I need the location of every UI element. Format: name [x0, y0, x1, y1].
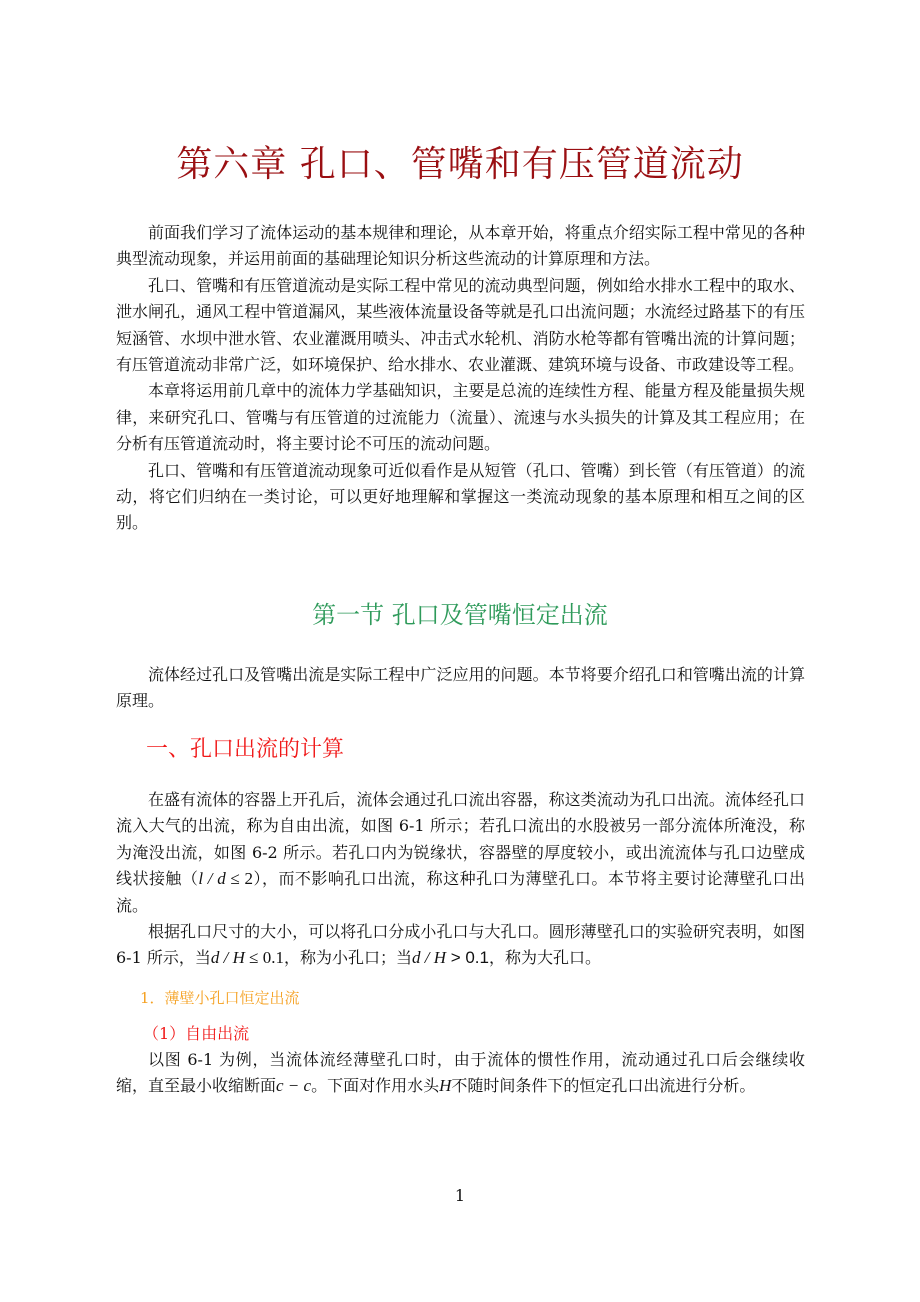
math-d-over-h: d / H	[411, 948, 446, 968]
text: ，称为大孔口。	[488, 948, 601, 968]
math-le-01: ≤ 0.1	[244, 948, 284, 968]
math-c-c: c − c	[276, 1076, 312, 1096]
paragraph: 孔口、管嘴和有压管道流动是实际工程中常见的流动典型问题，例如给水排水工程中的取水、泄水闸孔，通风工程中管道漏风，某些液体流量设备等就是孔口出流问题；水流经过路基下的有压短涵管、水坝中泄水管、农业灌溉用喷头、冲击式水轮机、消防水枪等都有管嘴出流的计算问题；有压管道流动非常广泛，如环境保护、给水排水、农业灌溉、建筑环境与设备、市政建设等工程。	[116, 275, 805, 375]
chapter-title: 第六章 孔口、管嘴和有压管道流动	[176, 144, 744, 185]
paragraph-size	[116, 919, 805, 972]
text: 不随时间条件下的恒定孔口出流进行分析。	[451, 1076, 756, 1096]
intro-text	[116, 220, 805, 537]
paragraph: 本章将运用前几章中的流体力学基础知识，主要是总流的连续性方程、能量方程及能量损失规律，来研究孔口、管嘴与有压管道的过流能力（流量）、流速与水头损失的计算及其工程应用；在分析有压管道流动时，将主要讨论不可压的流动问题。	[116, 381, 805, 454]
item2-title: （1）自由出流	[143, 1024, 250, 1043]
paragraph-orifice	[116, 787, 805, 919]
paragraph: 孔口、管嘴和有压管道流动现象可近似看作是从短管（孔口、管嘴）到长管（有压管道）的流动，将它们归纳在一类讨论，可以更好地理解和掌握这一类流动现象的基本原理和相互之间的区别。	[116, 460, 805, 533]
text: 。下面对作用水头	[311, 1076, 440, 1096]
page-number: 1	[454, 1186, 466, 1205]
math-le-2: ≤ 2	[225, 869, 254, 889]
section-title: 第一节 孔口及管嘴恒定出流	[312, 601, 608, 629]
math-d-over-h: d / H	[210, 948, 245, 968]
text: 在盛有流体的容器上开孔后，流体会通过孔口流出容器，称这类流动为孔口出流。流体经孔口流入大气的出流，称为自由出流，如图 6-1 所示；若孔口流出的水股被另一部分流体所淹没，称为淹没出流，如图 6-2 所示。若孔口内为锐缘状，容器壁的厚度较小，或出流流体与孔口边壁成线状接触（	[116, 790, 805, 889]
text: 根据孔口尺寸的大小，可以将孔口分成小孔口与大孔口。圆形薄壁孔口的实验研究表明，如图 6-1 所示，当	[116, 922, 805, 968]
paragraph: 流体经过孔口及管嘴出流是实际工程中广泛应用的问题。本节将要介绍孔口和管嘴出流的计算原理。	[116, 665, 805, 711]
orifice-text	[116, 787, 805, 972]
free-flow-text	[116, 1047, 805, 1100]
math-gt-01: > 0.1	[445, 948, 489, 968]
paragraph-free	[116, 1047, 805, 1100]
text: ），而不影响孔口出流，称这种孔口为薄壁孔口。本节将主要讨论薄壁孔口出流。	[116, 869, 805, 915]
math-l-over-d: l / d	[198, 869, 226, 889]
paragraph: 前面我们学习了流体运动的基本规律和理论，从本章开始，将重点介绍实际工程中常见的各种典型流动现象，并运用前面的基础理论知识分析这些流动的计算原理和方法。	[116, 223, 805, 269]
text: ，称为小孔口；当	[283, 948, 412, 968]
text: 以图 6-1 为例，当流体流经薄壁孔口时，由于流体的惯性作用，流动通过孔口后会继续收缩，直至最小收缩断面	[116, 1050, 805, 1096]
section-intro	[116, 662, 805, 715]
item-title: 1．薄壁小孔口恒定出流	[140, 989, 300, 1007]
subsection-title: 一、孔口出流的计算	[146, 737, 345, 762]
math-h: H	[439, 1076, 452, 1096]
